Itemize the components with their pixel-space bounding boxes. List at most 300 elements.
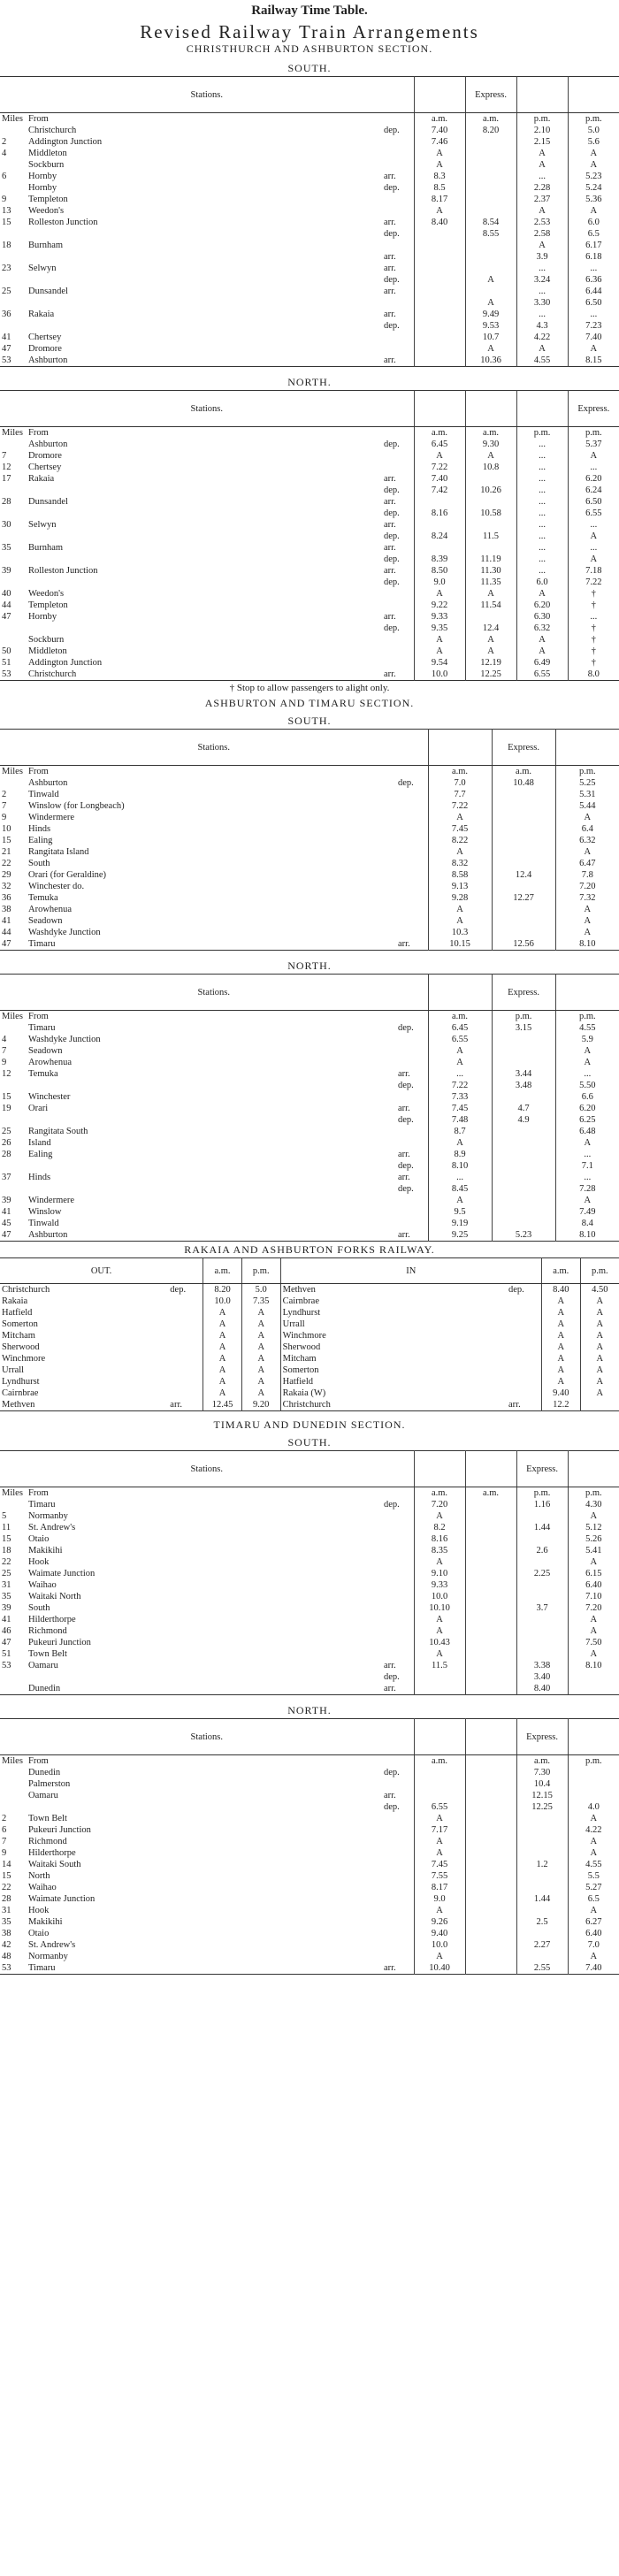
time-cell <box>414 251 465 263</box>
dots-cell <box>331 1905 382 1916</box>
time-cell <box>516 1510 568 1522</box>
time-cell: 6.27 <box>568 1916 619 1928</box>
station-name: Hook <box>28 1557 50 1567</box>
time-cell <box>465 1790 516 1801</box>
forks-in-time: A <box>580 1319 619 1330</box>
miles-cell: 35 <box>2 1592 11 1601</box>
forks-out-station: Sherwood <box>2 1342 40 1352</box>
train-column-header <box>414 1719 465 1755</box>
time-cell: A <box>516 240 568 251</box>
time-cell: 3.30 <box>516 297 568 309</box>
timetable-grid <box>0 390 619 681</box>
dep-arr-cell: arr. <box>398 1104 410 1113</box>
dep-arr-cell <box>396 1206 428 1218</box>
station-name: Timaru <box>28 939 56 949</box>
miles-cell: 48 <box>2 1952 11 1961</box>
dots-cell <box>331 1614 382 1625</box>
station-name <box>27 485 331 496</box>
table-row <box>0 1648 619 1660</box>
time-cell: A <box>516 634 568 646</box>
dots-cell <box>345 1126 396 1137</box>
table-row <box>0 1556 619 1568</box>
am-pm-label: a.m. <box>414 113 465 126</box>
time-cell: 6.30 <box>516 611 568 623</box>
miles-cell: 23 <box>2 264 11 273</box>
station-name: Hook <box>28 1906 50 1915</box>
dots-cell <box>331 274 382 286</box>
dots-cell <box>331 1847 382 1859</box>
forks-out-time: A <box>203 1342 242 1353</box>
timetable-grid <box>0 76 619 367</box>
time-cell: ... <box>428 1172 492 1183</box>
time-cell <box>568 1790 619 1801</box>
time-cell: A <box>568 159 619 171</box>
time-cell: 8.10 <box>555 1229 619 1242</box>
station-name <box>27 577 331 588</box>
dep-arr-cell: dep. <box>384 1802 400 1812</box>
time-cell: 4.55 <box>516 355 568 367</box>
time-cell: A <box>568 1625 619 1637</box>
dep-arr-cell <box>382 646 414 657</box>
time-cell <box>465 1522 516 1533</box>
dots-cell <box>345 1114 396 1126</box>
time-cell: A <box>568 554 619 565</box>
time-cell: 7.55 <box>414 1870 465 1882</box>
station-name: Rakaia <box>28 474 55 484</box>
time-cell: 6.24 <box>568 485 619 496</box>
forks-in-time: A <box>580 1307 619 1319</box>
time-cell: 11.19 <box>465 554 516 565</box>
time-cell <box>465 1568 516 1579</box>
time-cell <box>516 1882 568 1893</box>
dots-cell <box>331 634 382 646</box>
stations-header: Stations. <box>0 391 414 427</box>
station-name: Otaio <box>28 1929 50 1938</box>
time-cell <box>465 1499 516 1510</box>
time-cell <box>414 1767 465 1778</box>
forks-out-deparr: dep. <box>170 1285 187 1295</box>
time-cell: 7.10 <box>568 1591 619 1602</box>
dep-arr-cell <box>382 240 414 251</box>
forks-out-time: A <box>241 1376 280 1387</box>
time-cell: 9.0 <box>414 1893 465 1905</box>
time-cell: 4.22 <box>516 332 568 343</box>
time-cell <box>492 927 555 938</box>
time-cell: ... <box>516 473 568 485</box>
dots-cell <box>331 263 382 274</box>
time-cell: 8.7 <box>428 1126 492 1137</box>
time-cell: A <box>414 1614 465 1625</box>
time-cell <box>516 1533 568 1545</box>
dots-cell <box>331 1568 382 1579</box>
time-cell: 7.50 <box>568 1637 619 1648</box>
forks-out-station: Somerton <box>2 1319 38 1329</box>
time-cell: 8.40 <box>414 217 465 228</box>
time-cell: 8.22 <box>428 835 492 846</box>
forks-out-time: A <box>203 1307 242 1319</box>
dots-cell <box>331 1591 382 1602</box>
dots-cell <box>91 1307 168 1319</box>
forks-out-time: A <box>203 1319 242 1330</box>
miles-cell: 2 <box>2 137 7 147</box>
station-name: Pukeuri Junction <box>28 1638 91 1647</box>
table-row <box>0 1387 619 1399</box>
time-cell <box>568 1778 619 1790</box>
forks-out-station: Lyndhurst <box>2 1377 40 1387</box>
am-pm-label: p.m. <box>492 1011 555 1023</box>
dots-cell <box>345 881 396 892</box>
dep-arr-cell <box>382 1905 414 1916</box>
station-name: Rangitata South <box>28 1127 88 1136</box>
time-cell: † <box>568 634 619 646</box>
table-row <box>0 182 619 194</box>
time-cell: 7.22 <box>414 462 465 473</box>
time-cell: A <box>414 588 465 600</box>
dep-arr-cell <box>396 927 428 938</box>
dots-cell <box>331 496 382 508</box>
time-cell: 8.10 <box>428 1160 492 1172</box>
time-cell: A <box>555 904 619 915</box>
time-cell: 9.13 <box>428 881 492 892</box>
table-row <box>0 800 619 812</box>
am-pm-label: p.m. <box>568 1487 619 1500</box>
dep-arr-cell: dep. <box>398 778 414 788</box>
miles-cell: 9 <box>2 195 7 204</box>
dep-arr-cell <box>382 1648 414 1660</box>
table-row <box>0 1114 619 1126</box>
dep-arr-cell <box>382 1637 414 1648</box>
table-row <box>0 1364 619 1376</box>
table-row <box>0 286 619 297</box>
time-cell <box>492 1149 555 1160</box>
train-column-header <box>555 730 619 766</box>
am-pm-label: p.m. <box>555 1011 619 1023</box>
time-cell: 5.12 <box>568 1522 619 1533</box>
dep-arr-cell <box>382 1625 414 1637</box>
time-cell <box>465 1683 516 1695</box>
spacer-cell <box>331 427 382 440</box>
dots-cell <box>371 1387 507 1399</box>
miles-cell: 47 <box>2 344 11 354</box>
time-cell <box>516 1824 568 1836</box>
time-cell: 5.6 <box>568 136 619 148</box>
forks-in-am: a.m. <box>541 1258 580 1284</box>
miles-cell: 15 <box>2 1534 11 1544</box>
dep-arr-cell <box>382 332 414 343</box>
station-name: Winchester <box>28 1092 71 1102</box>
train-column-header <box>568 391 619 427</box>
dots-cell <box>331 1556 382 1568</box>
time-cell <box>414 297 465 309</box>
time-cell: ... <box>516 542 568 554</box>
time-cell: 6.45 <box>414 439 465 450</box>
dots-cell <box>331 1836 382 1847</box>
time-cell: 9.19 <box>428 1218 492 1229</box>
forks-in-deparr <box>507 1319 541 1330</box>
spacer-cell <box>382 113 414 126</box>
time-cell: 6.36 <box>568 274 619 286</box>
time-cell: A <box>465 450 516 462</box>
dots-cell <box>371 1319 507 1330</box>
dep-arr-cell <box>382 1928 414 1939</box>
page-title: Railway Time Table. <box>251 4 368 18</box>
miles-cell <box>0 1499 27 1510</box>
miles-cell: 37 <box>2 1173 11 1182</box>
dep-arr-cell: arr. <box>384 566 396 576</box>
forks-out-time: 10.0 <box>203 1296 242 1307</box>
time-cell: ... <box>516 508 568 519</box>
time-cell: 5.25 <box>555 777 619 789</box>
time-cell <box>492 915 555 927</box>
time-cell <box>465 1625 516 1637</box>
table-ashburton-south <box>0 729 619 951</box>
table-row <box>0 892 619 904</box>
time-cell: ... <box>516 462 568 473</box>
time-cell: ... <box>516 171 568 182</box>
station-name: Selwyn <box>28 520 57 530</box>
time-cell: 8.45 <box>428 1183 492 1195</box>
time-cell: 1.44 <box>516 1522 568 1533</box>
forks-out-station: Cairnbrae <box>2 1388 39 1398</box>
time-cell: 8.5 <box>414 182 465 194</box>
table-row <box>0 835 619 846</box>
dots-cell <box>345 823 396 835</box>
time-cell <box>465 496 516 508</box>
time-cell <box>465 1533 516 1545</box>
time-cell: ... <box>428 1068 492 1080</box>
time-cell: 6.17 <box>568 240 619 251</box>
station-name: Ashburton <box>28 1230 68 1240</box>
forks-out-time: 12.45 <box>203 1399 242 1411</box>
time-cell: 9.10 <box>414 1568 465 1579</box>
spacer-cell <box>331 113 382 126</box>
dots-cell <box>371 1399 507 1411</box>
time-cell: 7.40 <box>414 473 465 485</box>
time-cell: A <box>555 927 619 938</box>
forks-in-deparr <box>507 1307 541 1319</box>
time-cell: 7.33 <box>428 1091 492 1103</box>
time-cell <box>568 1671 619 1683</box>
time-cell: A <box>465 588 516 600</box>
station-name: Rolleston Junction <box>28 218 98 227</box>
dep-arr-cell <box>382 1579 414 1591</box>
time-cell: A <box>516 205 568 217</box>
time-cell: A <box>516 148 568 159</box>
time-cell: 8.24 <box>414 531 465 542</box>
time-cell: 10.36 <box>465 355 516 367</box>
dots-cell <box>331 320 382 332</box>
time-cell: 6.20 <box>555 1103 619 1114</box>
time-cell: A <box>465 297 516 309</box>
miles-cell: 18 <box>2 1546 11 1556</box>
dots-cell <box>345 777 396 789</box>
forks-in-deparr <box>507 1330 541 1342</box>
table-row <box>0 600 619 611</box>
time-cell <box>414 1671 465 1683</box>
table-row <box>0 1625 619 1637</box>
miles-cell <box>0 1114 27 1126</box>
time-cell: 7.0 <box>428 777 492 789</box>
table-row <box>0 1183 619 1195</box>
dep-arr-cell <box>382 588 414 600</box>
time-cell: 8.17 <box>414 194 465 205</box>
table-row <box>0 148 619 159</box>
forks-in-time: A <box>541 1330 580 1342</box>
time-cell: 3.40 <box>516 1671 568 1683</box>
time-cell <box>465 1882 516 1893</box>
time-cell: 9.0 <box>414 577 465 588</box>
time-cell: A <box>414 646 465 657</box>
dep-arr-cell: arr. <box>384 612 396 622</box>
station-name: Waitaki North <box>28 1592 81 1601</box>
time-cell <box>465 1939 516 1951</box>
forks-out-deparr: arr. <box>170 1400 182 1410</box>
station-name: Washdyke Junction <box>28 928 101 937</box>
dep-arr-cell <box>382 1602 414 1614</box>
time-cell <box>516 1614 568 1625</box>
direction-south-3: SOUTH. <box>287 1436 332 1449</box>
dots-cell <box>331 1510 382 1522</box>
time-cell <box>465 171 516 182</box>
train-type-label: Express. <box>526 1464 558 1474</box>
dots-cell <box>331 485 382 496</box>
stations-header: Stations. <box>0 1451 414 1487</box>
from-label: From <box>28 767 49 776</box>
dots-cell <box>345 1137 396 1149</box>
miles-cell: 21 <box>2 847 11 857</box>
time-cell: 6.5 <box>568 228 619 240</box>
stations-header: Stations. <box>0 1719 414 1755</box>
table-timaru-north <box>0 1718 619 1975</box>
time-cell <box>465 1671 516 1683</box>
miles-cell: 25 <box>2 287 11 296</box>
dots-cell <box>331 1767 382 1778</box>
train-column-header <box>568 77 619 113</box>
timetable-grid <box>0 1450 619 1695</box>
table-row <box>0 1928 619 1939</box>
table-row <box>0 496 619 508</box>
from-label: From <box>28 1012 49 1021</box>
station-name <box>27 228 331 240</box>
time-cell: 10.48 <box>492 777 555 789</box>
time-cell: 6.47 <box>555 858 619 869</box>
dep-arr-cell <box>382 1916 414 1928</box>
forks-in-pm: p.m. <box>580 1258 619 1284</box>
table-row <box>0 577 619 588</box>
miles-cell: 40 <box>2 589 11 599</box>
forks-in-deparr <box>507 1376 541 1387</box>
dots-cell <box>331 240 382 251</box>
time-cell: 8.3 <box>414 171 465 182</box>
station-name: Normanby <box>28 1511 68 1521</box>
dots-cell <box>331 1660 382 1671</box>
time-cell <box>465 1836 516 1847</box>
time-cell: 10.0 <box>414 669 465 681</box>
time-cell <box>465 182 516 194</box>
dots-cell <box>331 519 382 531</box>
dep-arr-cell: dep. <box>384 531 400 541</box>
dep-arr-cell <box>382 1522 414 1533</box>
am-pm-label: a.m. <box>492 766 555 778</box>
time-cell <box>465 205 516 217</box>
time-cell <box>465 240 516 251</box>
dep-arr-cell: arr. <box>384 497 396 507</box>
time-cell: ... <box>568 519 619 531</box>
station-name <box>27 1080 345 1091</box>
miles-cell <box>0 1767 27 1778</box>
forks-out-deparr <box>168 1364 203 1376</box>
time-cell: 10.4 <box>516 1778 568 1790</box>
dep-arr-cell <box>382 634 414 646</box>
dep-arr-cell: arr. <box>384 310 396 319</box>
table-row <box>0 565 619 577</box>
time-cell: A <box>414 1556 465 1568</box>
table-row <box>0 1319 619 1330</box>
dep-arr-cell: dep. <box>398 1184 414 1194</box>
train-column-header <box>516 1451 568 1487</box>
table-row <box>0 1847 619 1859</box>
dep-arr-cell <box>396 858 428 869</box>
station-name <box>27 320 331 332</box>
miles-cell: 47 <box>2 939 11 949</box>
forks-in-deparr: arr. <box>508 1400 521 1410</box>
station-name: Waimate Junction <box>28 1894 96 1904</box>
time-cell: 6.55 <box>568 508 619 519</box>
time-cell: 4.55 <box>555 1022 619 1034</box>
time-cell <box>465 286 516 297</box>
time-cell: 10.15 <box>428 938 492 951</box>
time-cell: A <box>414 1813 465 1824</box>
time-cell: 11.5 <box>414 1660 465 1671</box>
train-column-header <box>428 730 492 766</box>
station-name <box>27 1801 331 1813</box>
miles-cell <box>0 159 27 171</box>
time-cell <box>414 542 465 554</box>
time-cell: ... <box>568 542 619 554</box>
table-row <box>0 881 619 892</box>
time-cell: 8.32 <box>428 858 492 869</box>
time-cell: A <box>414 159 465 171</box>
forks-out-deparr <box>168 1319 203 1330</box>
station-name: St. Andrew's <box>28 1940 76 1950</box>
miles-cell: 35 <box>2 1917 11 1927</box>
time-cell: 4.22 <box>568 1824 619 1836</box>
time-cell: 10.0 <box>414 1939 465 1951</box>
time-cell <box>492 1160 555 1172</box>
dep-arr-cell <box>396 904 428 915</box>
table-row <box>0 1778 619 1790</box>
station-name <box>27 1114 345 1126</box>
forks-in-deparr: dep. <box>508 1285 524 1295</box>
forks-out-time: A <box>241 1330 280 1342</box>
table-row <box>0 1206 619 1218</box>
table-row <box>0 1870 619 1882</box>
dep-arr-cell <box>382 1893 414 1905</box>
dep-arr-cell <box>382 1870 414 1882</box>
dots-cell <box>331 1671 382 1683</box>
table-christchurch-north <box>0 390 619 681</box>
from-label: From <box>28 114 49 124</box>
miles-cell <box>0 634 27 646</box>
time-cell <box>492 789 555 800</box>
time-cell <box>516 1648 568 1660</box>
time-cell: A <box>428 915 492 927</box>
time-cell <box>465 159 516 171</box>
time-cell: 8.40 <box>516 1683 568 1695</box>
time-cell: 7.22 <box>568 577 619 588</box>
table-row <box>0 1195 619 1206</box>
dots-cell <box>91 1399 168 1411</box>
